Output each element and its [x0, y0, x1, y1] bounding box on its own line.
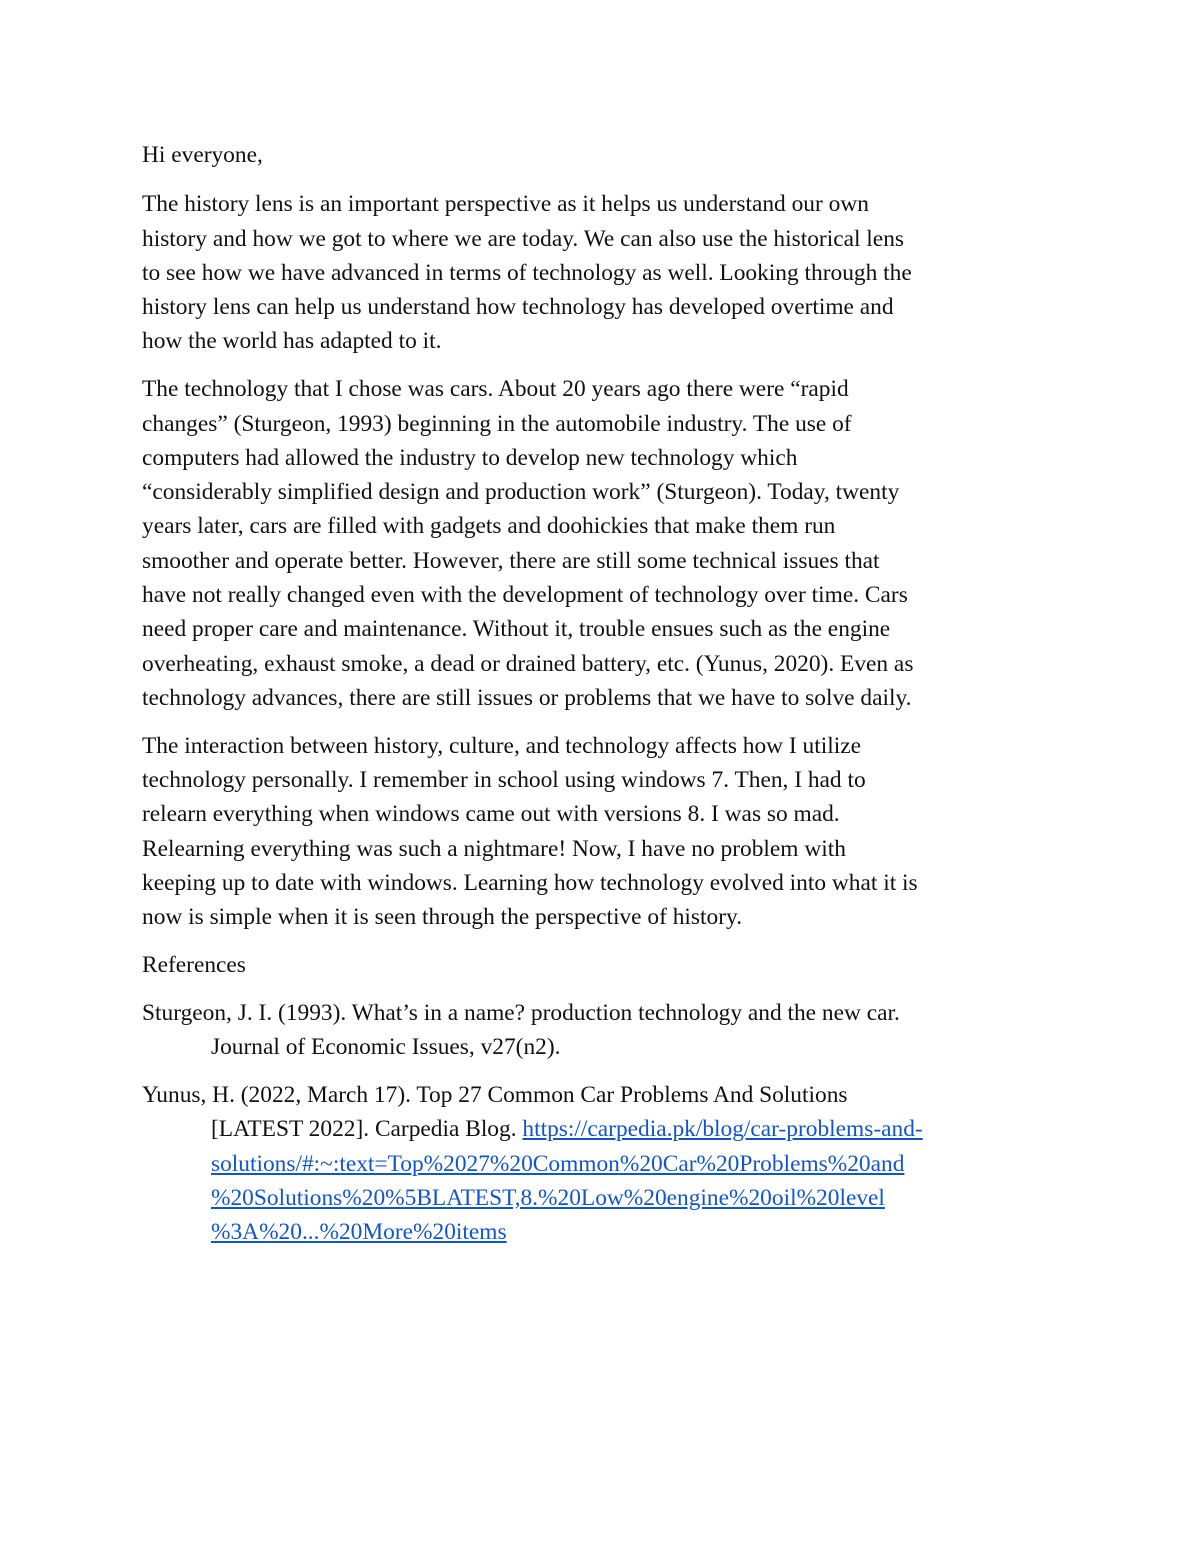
reference-sturgeon: Sturgeon, J. I. (1993). What’s in a name? production technology and the new car. Journal of Economic Issues, v27(n2). — [142, 999, 900, 1061]
paragraph-history-lens: The history lens is an important perspective as it helps us understand our own history and how we got to where we are today. We can also use the historical lens to see how we have advanced in terms of technology as well. Looking through the history lens can help us understand how technology has developed overtime and how the world has adapted to it. — [142, 191, 912, 355]
paragraph-technology-cars: The technology that I chose was cars. About 20 years ago there were “rapid changes” (Sturgeon, 1993) beginning in the automobile industry. The use of computers had allowed the industry to develop new technology which “considerably simplified design and production work” (Sturgeon). Today, twenty years later, cars are filled with gadgets and doohickies that make them run smoother and operate better. However, there are still some technical issues that have not really changed even with the development of technology over time. Cars need proper care and maintenance. Without it, trouble ensues such as the engine overheating, exhaust smoke, a dead or drained battery, etc. (Yunus, 2020). Even as technology advances, there are still issues or problems that we have to solve daily. — [142, 376, 914, 711]
reference-yunus-text: Yunus, H. (2022, March 17). Top 27 Common Car Problems And Solutions [LATEST 2022]. Carpedia Blog. — [142, 1081, 848, 1143]
reference-yunus-link[interactable]: https://carpedia.pk/blog/car-problems-and- solutions/#:~:text=Top%2027%20Common%20Car%20Problems%20and %20Solutions%20%5BLATEST,8.%20Low%20engine%20oil%20level %3A%20...%20More%20items — [211, 1116, 923, 1246]
references-heading: References — [142, 952, 246, 979]
greeting: Hi everyone, — [142, 142, 263, 168]
reference-yunus — [142, 1078, 1058, 1249]
paragraph-interaction: The interaction between history, culture, and technology affects how I utilize technology personally. I remember in school using windows 7. Then, I had to relearn everything when windows came out with versions 8. I was so mad. Relearning everything was such a nightmare! Now, I have no problem with keeping up to date with windows. Learning how technology evolved into what it is now is simple when it is seen through the perspective of history. — [142, 732, 918, 931]
document-page — [142, 138, 1058, 1263]
